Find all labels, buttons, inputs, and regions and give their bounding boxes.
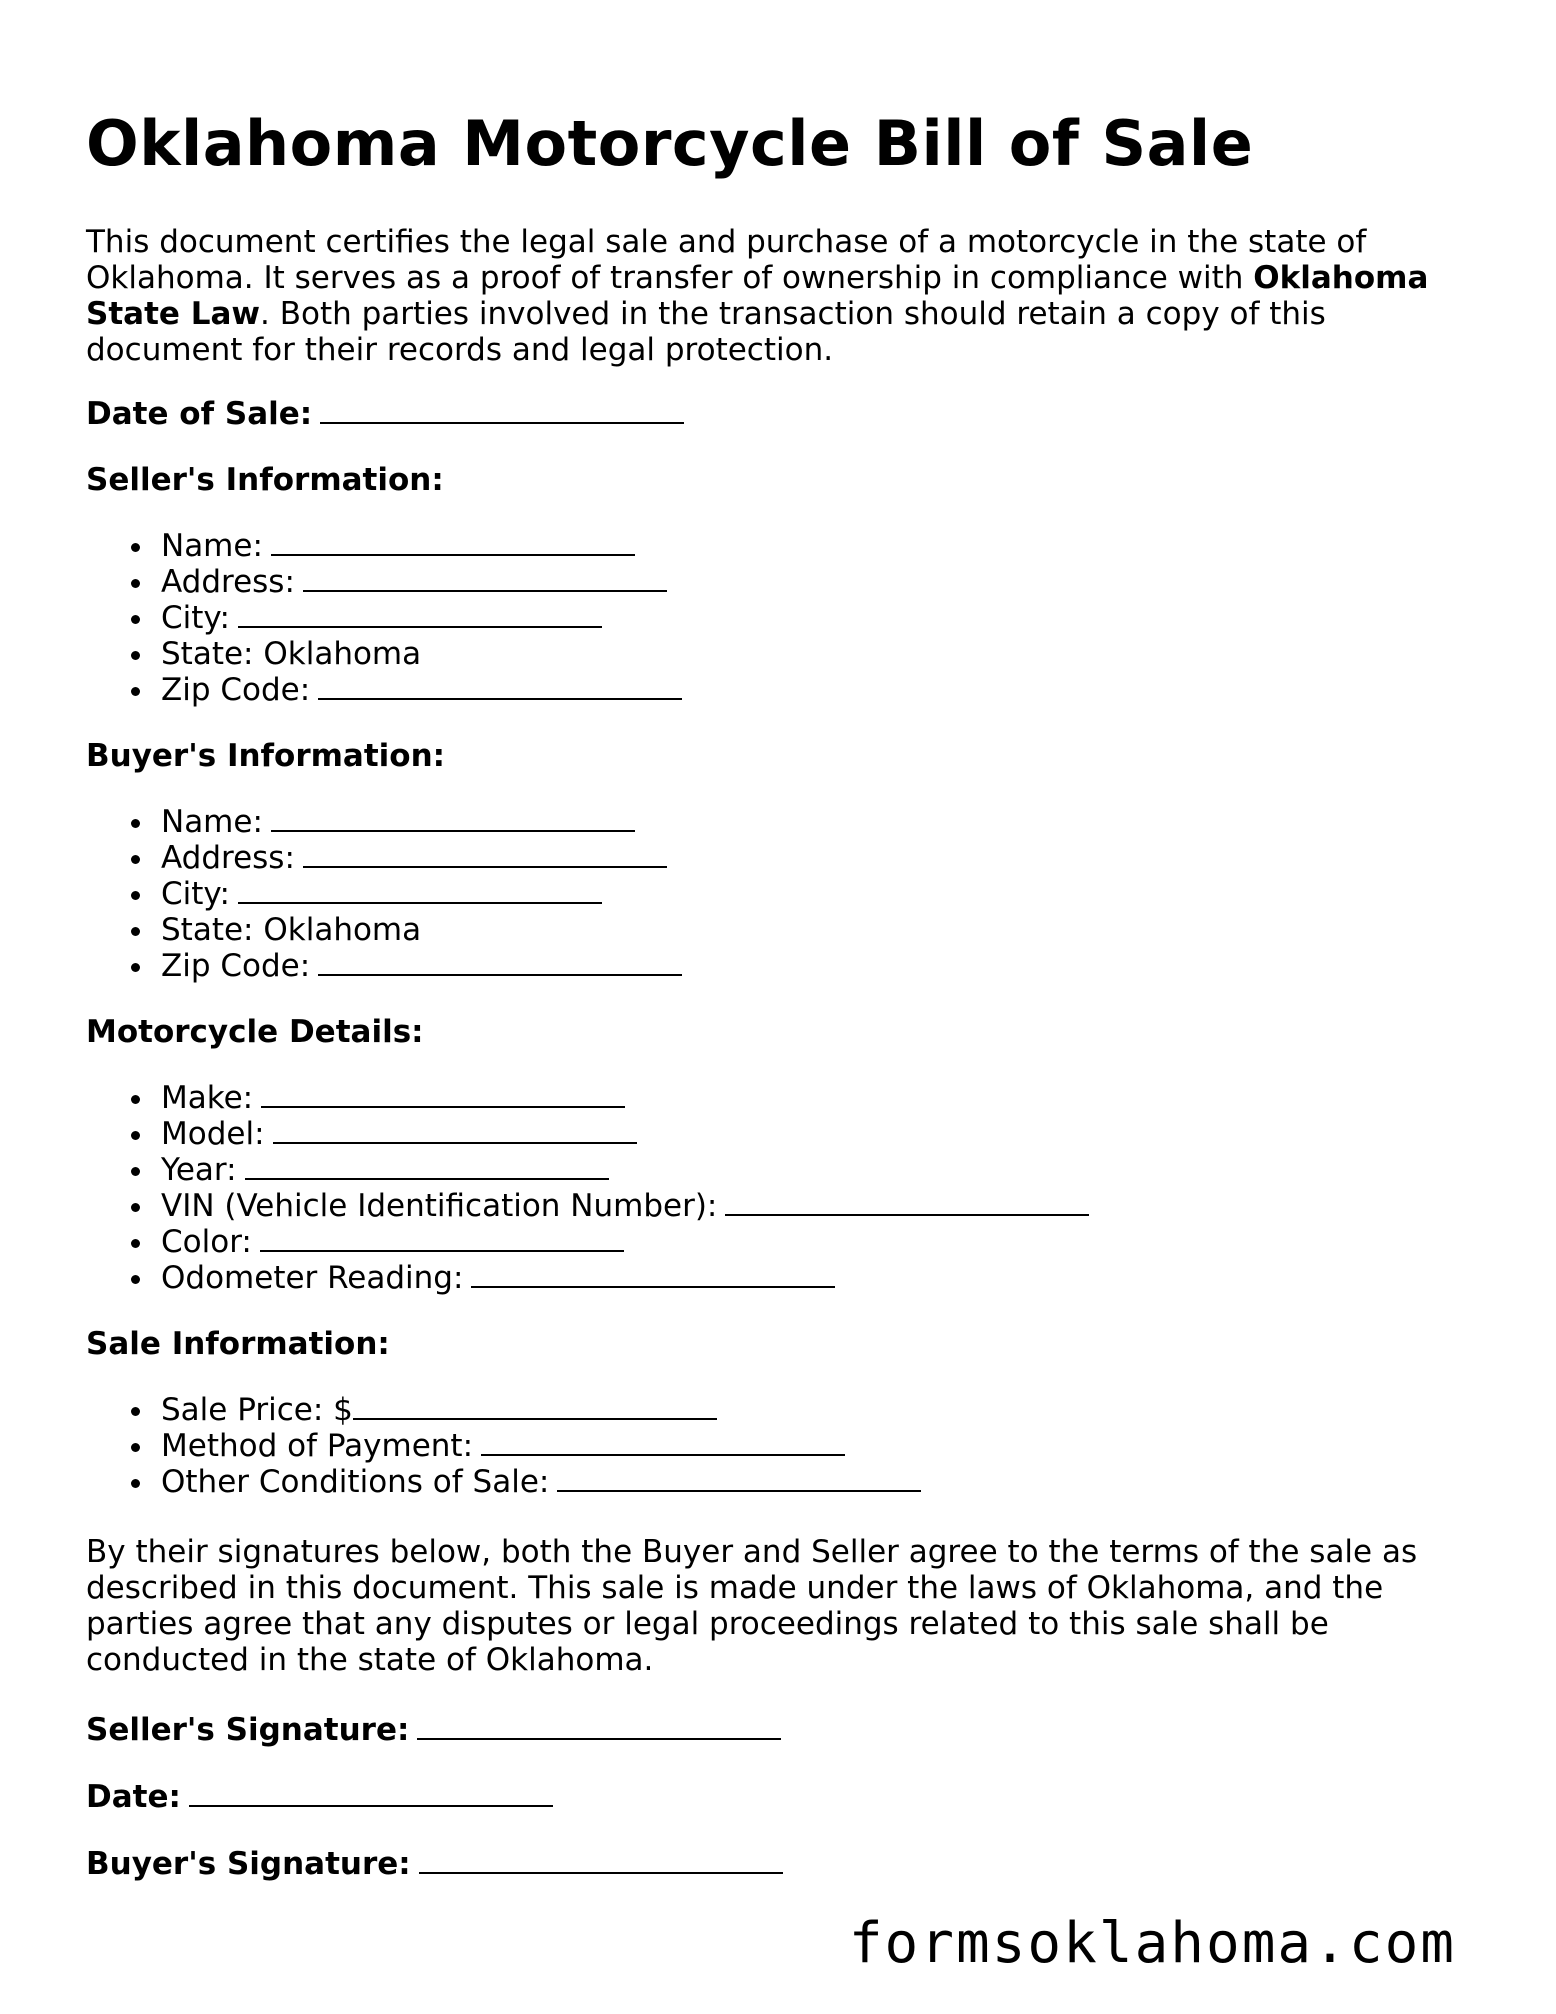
buyer-info-list [86, 804, 1486, 984]
buyer-city-item [161, 876, 1486, 912]
payment-method-blank[interactable] [481, 1428, 845, 1456]
buyer-name-blank[interactable] [271, 804, 635, 832]
other-conditions-label: Other Conditions of Sale: [161, 1464, 550, 1500]
buyer-zip-item [161, 948, 1486, 984]
seller-signature-blank[interactable] [417, 1712, 781, 1740]
buyer-address-blank[interactable] [303, 840, 667, 868]
buyer-name-label: Name: [161, 804, 263, 840]
motorcycle-details-list [86, 1080, 1486, 1296]
document-page [86, 106, 1486, 1882]
motorcycle-heading: Motorcycle Details: [86, 1014, 424, 1050]
sale-heading: Sale Information: [86, 1326, 390, 1362]
signature-date-field [86, 1779, 1486, 1815]
seller-address-blank[interactable] [303, 564, 667, 592]
other-conditions-item [161, 1464, 1486, 1500]
make-item [161, 1080, 1486, 1116]
seller-name-blank[interactable] [271, 528, 635, 556]
seller-signature-label: Seller's Signature: [86, 1712, 410, 1748]
intro-text-2: . Both parties involved in the transaction should retain a copy of this document for their records and legal protection. [86, 296, 1326, 368]
intro-text-1: This document certifies the legal sale and purchase of a motorcycle in the state of Oklahoma. It serves as a proof of transfer of ownership in compliance with [86, 224, 1367, 296]
seller-address-item [161, 564, 1486, 600]
color-item [161, 1224, 1486, 1260]
year-item [161, 1152, 1486, 1188]
closing-paragraph: By their signatures below, both the Buyer and Seller agree to the terms of the sale as described in this document. This sale is made under the laws of Oklahoma, and the parties agree that any disputes or legal proceedings related to this sale shall be conducted in the state of Oklahoma. [86, 1534, 1418, 1678]
buyer-state-item [161, 912, 1486, 948]
sale-info-list [86, 1392, 1486, 1500]
seller-address-label: Address: [161, 564, 295, 600]
sale-price-blank[interactable] [353, 1392, 717, 1420]
seller-state-text: State: Oklahoma [161, 636, 422, 672]
color-blank[interactable] [260, 1224, 624, 1252]
color-label: Color: [161, 1224, 252, 1260]
buyer-city-label: City: [161, 876, 230, 912]
payment-method-item [161, 1428, 1486, 1464]
seller-name-item [161, 528, 1486, 564]
date-of-sale-field [86, 396, 1486, 432]
make-blank[interactable] [261, 1080, 625, 1108]
intro-bold-law: Oklahoma State Law [86, 260, 1429, 332]
model-blank[interactable] [273, 1116, 637, 1144]
odometer-label: Odometer Reading: [161, 1260, 464, 1296]
buyer-signature-field [86, 1846, 1486, 1882]
signature-date-label: Date: [86, 1779, 181, 1815]
payment-method-label: Method of Payment: [161, 1428, 474, 1464]
other-conditions-blank[interactable] [557, 1464, 921, 1492]
model-item [161, 1116, 1486, 1152]
buyer-state-text: State: Oklahoma [161, 912, 422, 948]
model-label: Model: [161, 1116, 265, 1152]
buyer-name-item [161, 804, 1486, 840]
buyer-zip-blank[interactable] [318, 948, 682, 976]
buyer-heading: Buyer's Information: [86, 738, 446, 774]
sale-price-label: Sale Price: $ [161, 1392, 353, 1428]
seller-signature-field [86, 1712, 1486, 1748]
make-label: Make: [161, 1080, 254, 1116]
seller-state-item [161, 636, 1486, 672]
intro-paragraph [86, 224, 1486, 368]
site-watermark: formsoklahoma.com [848, 1911, 1456, 1976]
seller-heading: Seller's Information: [86, 462, 444, 498]
vin-blank[interactable] [725, 1188, 1089, 1216]
date-of-sale-blank[interactable] [320, 396, 684, 424]
document-title: Oklahoma Motorcycle Bill of Sale [86, 107, 1254, 180]
signature-date-blank[interactable] [189, 1779, 553, 1807]
vin-label: VIN (Vehicle Identification Number): [161, 1188, 718, 1224]
seller-zip-label: Zip Code: [161, 672, 311, 708]
year-blank[interactable] [245, 1152, 609, 1180]
year-label: Year: [161, 1152, 237, 1188]
buyer-city-blank[interactable] [238, 876, 602, 904]
sale-price-item [161, 1392, 1486, 1428]
seller-zip-item [161, 672, 1486, 708]
buyer-address-label: Address: [161, 840, 295, 876]
date-of-sale-label: Date of Sale: [86, 396, 313, 432]
odometer-blank[interactable] [471, 1260, 835, 1288]
odometer-item [161, 1260, 1486, 1296]
buyer-signature-label: Buyer's Signature: [86, 1846, 411, 1882]
seller-city-item [161, 600, 1486, 636]
buyer-signature-blank[interactable] [419, 1846, 783, 1874]
seller-city-blank[interactable] [238, 600, 602, 628]
seller-name-label: Name: [161, 528, 263, 564]
buyer-zip-label: Zip Code: [161, 948, 311, 984]
buyer-address-item [161, 840, 1486, 876]
seller-city-label: City: [161, 600, 230, 636]
seller-info-list [86, 528, 1486, 708]
seller-zip-blank[interactable] [318, 672, 682, 700]
vin-item [161, 1188, 1486, 1224]
